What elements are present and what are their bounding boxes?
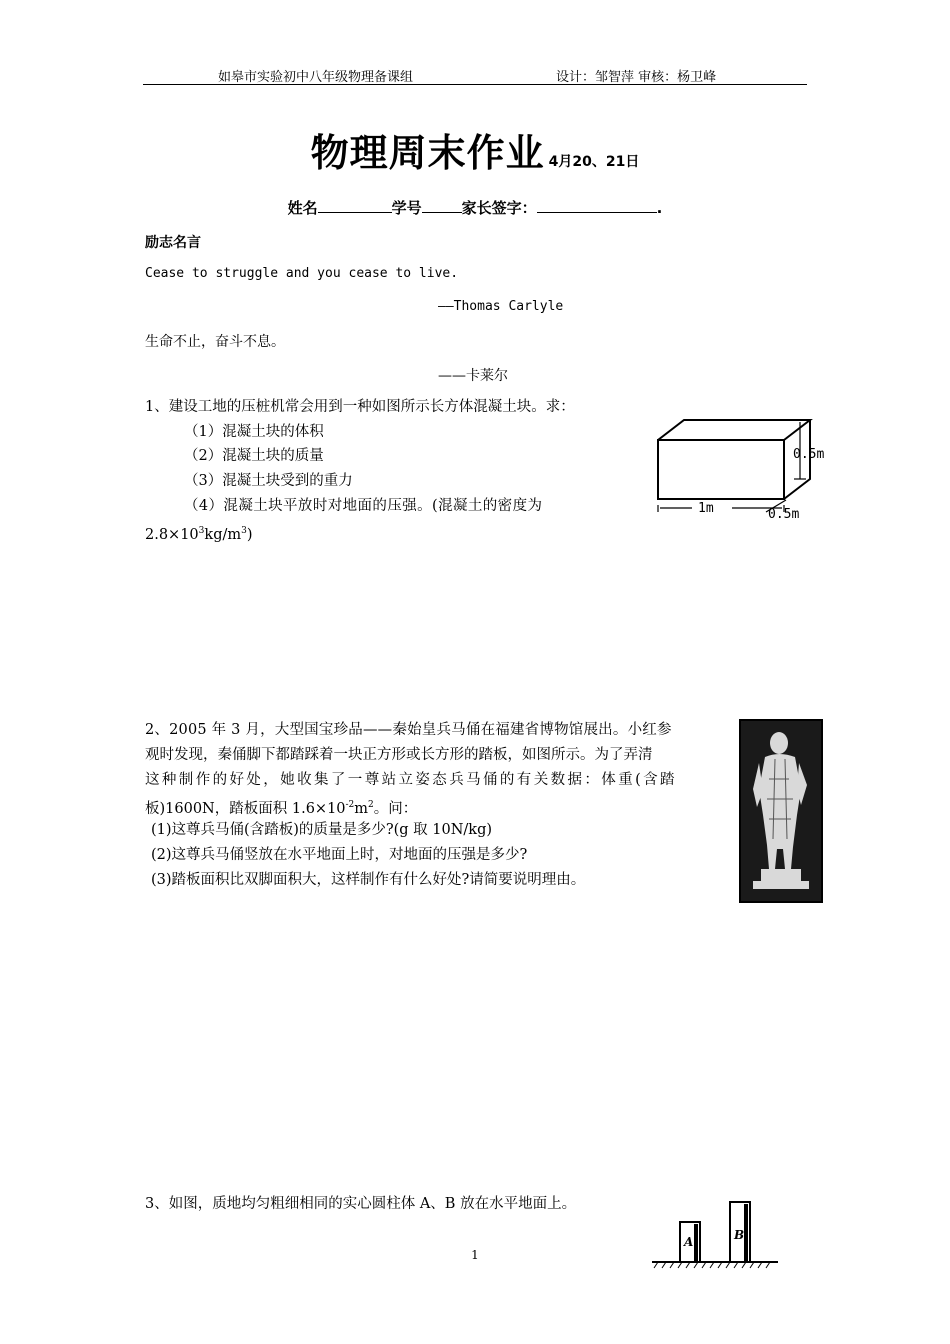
density-close: ) bbox=[246, 526, 253, 543]
q3-stem: 3、如图，质地均匀粗细相同的实心圆柱体 A、B 放在水平地面上。 bbox=[145, 1196, 577, 1212]
q1-item-1: （1）混凝土块的体积 bbox=[184, 424, 324, 440]
terracotta-warrior-figure bbox=[739, 719, 823, 903]
q2-line-3: 这种制作的好处，她收集了一尊站立姿态兵马俑的有关数据：体重(含踏 bbox=[145, 772, 677, 788]
density-exp: 3 bbox=[198, 526, 205, 536]
q1-stem: 1、建设工地的压桩机常会用到一种如图所示长方体混凝土块。求： bbox=[145, 399, 575, 415]
q2-line-1: 2、2005 年 3 月，大型国宝珍品——秦始皇兵马俑在福建省博物馆展出。小红参 bbox=[145, 722, 672, 738]
width-label: 0.5m bbox=[768, 507, 800, 522]
header-right: 设计：邹智萍 审核：杨卫峰 bbox=[556, 70, 717, 85]
name-label: 姓名 bbox=[287, 199, 318, 217]
density-unit: kg/m bbox=[204, 526, 242, 543]
concrete-block-figure bbox=[650, 412, 840, 524]
q2-ask: 。问： bbox=[373, 800, 418, 817]
q1-item-3: （3）混凝土块受到的重力 bbox=[184, 473, 353, 489]
header-left: 如皋市实验初中八年级物理备课组 bbox=[218, 70, 414, 85]
length-label: 1m bbox=[698, 501, 714, 516]
q1-density bbox=[145, 519, 253, 548]
parent-signature-label: 家长签字： bbox=[461, 199, 537, 217]
title-date: 4月20、21日 bbox=[548, 154, 640, 170]
density-base: 2.8×10 bbox=[145, 526, 199, 543]
density-unit-exp: 3 bbox=[241, 526, 247, 536]
motto-chinese: 生命不止，奋斗不息。 bbox=[145, 334, 285, 350]
motto-english-author: ——Thomas Carlyle bbox=[438, 299, 564, 314]
block-top-face bbox=[658, 420, 810, 440]
cylinder-b-label: B bbox=[734, 1228, 745, 1242]
q2-line-4-text: 板)1600N，踏板面积 1.6×10 bbox=[145, 800, 346, 817]
cylinder-a-label: A bbox=[684, 1235, 694, 1249]
title-main: 物理周末作业 bbox=[310, 131, 545, 175]
name-blank[interactable] bbox=[318, 198, 392, 213]
q2-unit-exp: 2 bbox=[368, 800, 374, 810]
q2-sub-3: (3)踏板面积比双脚面积大，这样制作有什么好处?请简要说明理由。 bbox=[151, 872, 586, 888]
block-front-face bbox=[658, 440, 784, 499]
q2-exp: -2 bbox=[345, 800, 355, 810]
motto-english: Cease to struggle and you cease to live. bbox=[145, 266, 459, 281]
number-blank[interactable] bbox=[422, 198, 462, 213]
end-mark: . bbox=[656, 199, 663, 217]
motto-chinese-author: ——卡莱尔 bbox=[438, 368, 508, 384]
parent-signature-blank[interactable] bbox=[537, 198, 657, 213]
q1-item-2: （2）混凝土块的质量 bbox=[184, 448, 324, 464]
number-label: 学号 bbox=[391, 199, 422, 217]
page-title bbox=[0, 122, 950, 177]
q2-sub-1: (1)这尊兵马俑(含踏板)的质量是多少?(g 取 10N/kg) bbox=[151, 822, 493, 838]
q2-unit: m bbox=[354, 800, 369, 817]
motto-heading: 励志名言 bbox=[145, 235, 201, 251]
q1-item-4: （4）混凝土块平放时对地面的压强。(混凝土的密度为 bbox=[184, 498, 543, 514]
q2-sub-2: (2)这尊兵马俑竖放在水平地面上时，对地面的压强是多少? bbox=[151, 847, 528, 863]
q2-line-2: 观时发现，秦俑脚下都踏踩着一块正方形或长方形的踏板，如图所示。为了弄清 bbox=[145, 747, 653, 763]
student-info-line bbox=[0, 197, 950, 218]
height-label: 0.5m bbox=[793, 447, 825, 462]
header-rule bbox=[143, 84, 807, 85]
page-number: 1 bbox=[471, 1248, 479, 1262]
